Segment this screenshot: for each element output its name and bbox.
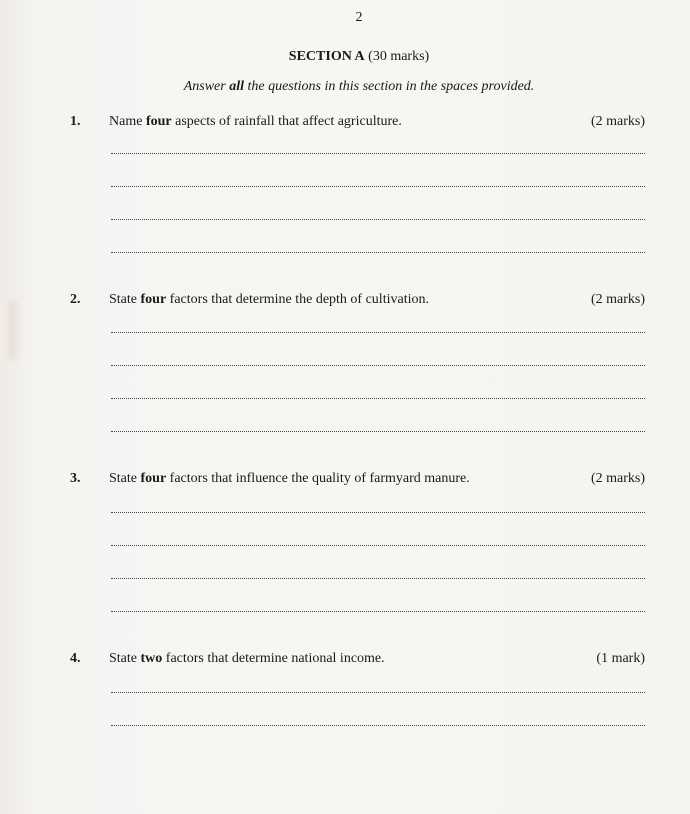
- answer-line[interactable]: [111, 512, 645, 513]
- question-text-bold: four: [145, 114, 172, 129]
- answer-line[interactable]: [111, 545, 645, 546]
- answer-line[interactable]: [111, 578, 645, 579]
- question-text-bold: four: [140, 471, 167, 486]
- instruction-bold: all: [229, 79, 244, 94]
- question-text-pre: Name: [109, 114, 146, 129]
- question-text-post: factors that influence the quality of farmyard manure.: [166, 471, 470, 486]
- page-shadow: [8, 300, 18, 360]
- question-text-bold: two: [140, 651, 163, 666]
- answer-line[interactable]: [111, 365, 645, 366]
- question-number: 3.: [70, 471, 81, 486]
- answer-line[interactable]: [111, 186, 645, 187]
- section-title: [0, 49, 690, 65]
- question-text: [109, 651, 385, 667]
- section-title-marks: (30 marks): [364, 49, 430, 64]
- instruction-post: the questions in this section in the spaces provided.: [243, 79, 535, 94]
- answer-line[interactable]: [111, 219, 645, 220]
- answer-line[interactable]: [111, 252, 645, 253]
- question-number: 2.: [70, 292, 81, 307]
- question-text-pre: State: [109, 471, 141, 486]
- question-text-post: factors that determine the depth of cultivation.: [166, 292, 429, 307]
- answer-line[interactable]: [111, 153, 645, 154]
- question-text-bold: four: [140, 292, 167, 307]
- question-number: 1.: [70, 114, 81, 129]
- answer-line[interactable]: [111, 332, 645, 333]
- section-instruction: [0, 79, 690, 95]
- question-text-post: aspects of rainfall that affect agriculture.: [171, 114, 402, 129]
- answer-line[interactable]: [111, 725, 645, 726]
- question-marks: (2 marks): [590, 114, 645, 129]
- instruction-pre: Answer: [183, 79, 230, 94]
- question-marks: (2 marks): [590, 292, 645, 307]
- answer-line[interactable]: [111, 431, 645, 432]
- question-text-pre: State: [109, 651, 141, 666]
- question-marks: (1 mark): [596, 651, 645, 666]
- page-number: 2: [355, 10, 363, 25]
- question-text: [109, 114, 402, 130]
- question-text-post: factors that determine national income.: [162, 651, 385, 666]
- question-marks: (2 marks): [590, 471, 645, 486]
- section-title-bold: SECTION A: [288, 49, 365, 64]
- answer-line[interactable]: [111, 398, 645, 399]
- answer-line[interactable]: [111, 611, 645, 612]
- question-text-pre: State: [109, 292, 141, 307]
- question-number: 4.: [70, 651, 81, 666]
- question-text: [109, 471, 470, 487]
- question-text: [109, 292, 429, 308]
- answer-line[interactable]: [111, 692, 645, 693]
